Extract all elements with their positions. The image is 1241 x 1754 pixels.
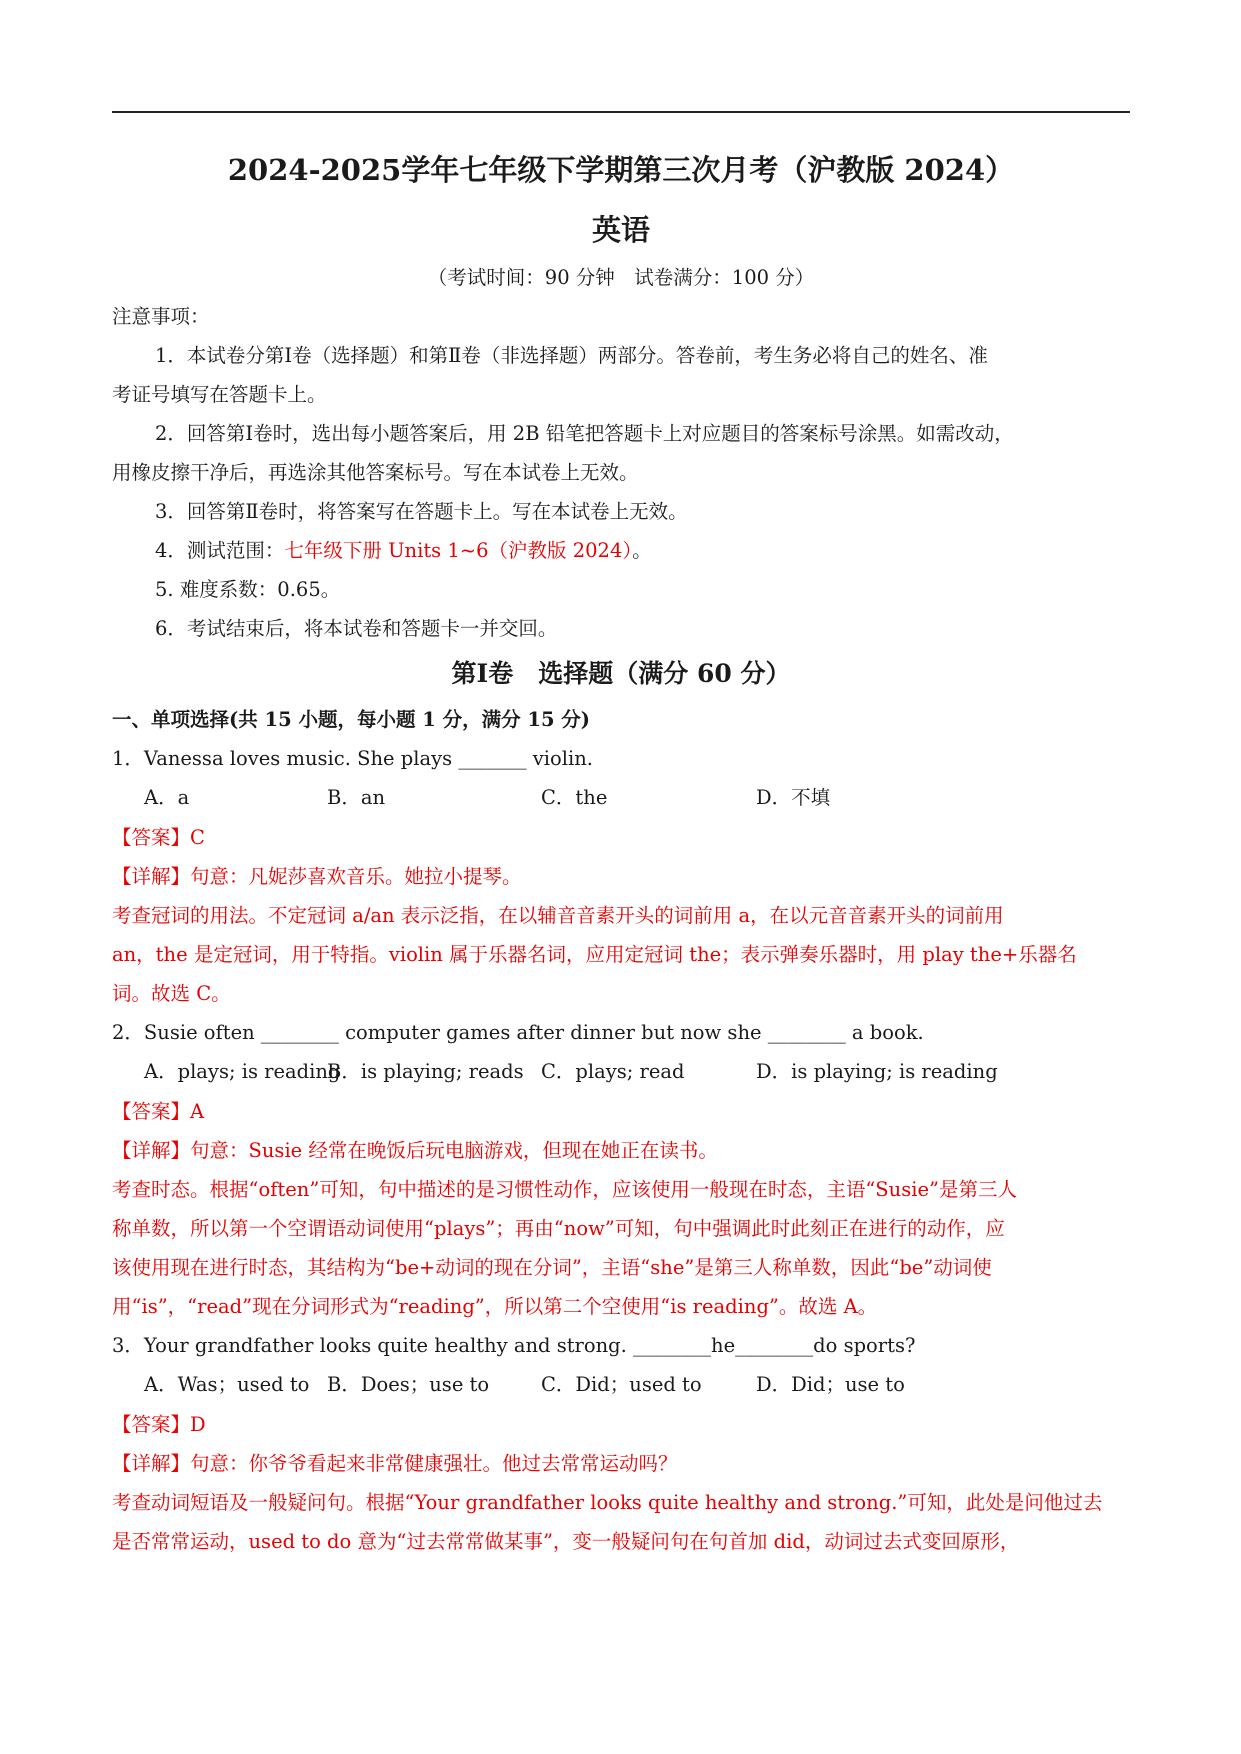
answer-value: D (190, 1413, 206, 1436)
q2-option-a: A．plays; is reading (144, 1060, 341, 1083)
note-4 (155, 537, 1130, 565)
q3-option-a: A．Was；used to (144, 1373, 310, 1396)
note-2-line-1: 2．回答第Ⅰ卷时，选出每小题答案后，用 2B 铅笔把答题卡上对应题目的答案标号涂黑。如需改动， (155, 422, 1014, 445)
detail-meaning: 句意：你爷爷看起来非常健康强壮。他过去常常运动吗？ (190, 1452, 678, 1475)
answer-value: C (190, 826, 205, 849)
answer-tag: 【答案】 (112, 1413, 191, 1436)
q2-explain-3: 该使用现在进行时态，其结构为“be+动词的现在分词”，主语“she”是第三人称单数，因此“be”动词使 (112, 1256, 992, 1279)
subject-title: 英语 (591, 213, 650, 247)
q1-stem: 1．Vanessa loves music. She plays _______ violin. (112, 747, 594, 770)
q1-detail (112, 863, 1130, 891)
answer-tag: 【答案】 (112, 1100, 191, 1123)
section-title: 第Ⅰ卷 选择题（满分 60 分） (451, 659, 791, 688)
q1-option-b: B．an (327, 786, 386, 809)
q3-option-d: D．Did；use to (756, 1373, 905, 1396)
q1-option-a: A．a (144, 786, 190, 809)
note-1-line-2: 考证号填写在答题卡上。 (112, 383, 327, 406)
header-rule (112, 111, 1130, 113)
page-title: 2024-2025学年七年级下学期第三次月考（沪教版 2024） (227, 153, 1015, 187)
q1-explain-3: 词。故选 C。 (112, 982, 231, 1005)
detail-meaning: 句意：凡妮莎喜欢音乐。她拉小提琴。 (190, 865, 522, 888)
note-4-prefix: 4．测试范围： (155, 539, 285, 562)
q3-detail (112, 1450, 1130, 1478)
q3-answer (112, 1411, 1130, 1439)
note-1-line-1: 1．本试卷分第Ⅰ卷（选择题）和第Ⅱ卷（非选择题）两部分。答卷前，考生务必将自己的姓名、准 (155, 344, 988, 367)
q2-option-b: B．is playing; reads (327, 1060, 524, 1083)
q1-explain-1: 考查冠词的用法。不定冠词 a/an 表示泛指，在以辅音音素开头的词前用 a，在以元音音素开头的词前用 (112, 904, 1004, 927)
note-6: 6．考试结束后，将本试卷和答题卡一并交回。 (155, 617, 558, 640)
q2-detail (112, 1137, 1130, 1165)
q2-explain-1: 考查时态。根据“often”可知，句中描述的是习惯性动作，应该使用一般现在时态，主语“Susie”是第三人 (112, 1178, 1017, 1201)
q1-option-c: C．the (541, 786, 608, 809)
q1-option-d: D．不填 (756, 786, 831, 809)
q3-stem: 3．Your grandfather looks quite healthy and strong. ________he________do sports? (112, 1334, 916, 1357)
note-3: 3．回答第Ⅱ卷时，将答案写在答题卡上。写在本试卷上无效。 (155, 500, 688, 523)
q2-option-d: D．is playing; is reading (756, 1060, 998, 1083)
exam-info: （考试时间：90 分钟 试卷满分：100 分） (427, 266, 815, 289)
notes-heading: 注意事项： (112, 305, 210, 328)
detail-meaning: 句意：Susie 经常在晚饭后玩电脑游戏，但现在她正在读书。 (190, 1139, 718, 1162)
q2-option-c: C．plays; read (541, 1060, 685, 1083)
detail-tag: 【详解】 (112, 1139, 191, 1162)
note-5: 5. 难度系数：0.65。 (155, 578, 341, 601)
note-2-line-2: 用橡皮擦干净后，再选涂其他答案标号。写在本试卷上无效。 (112, 461, 639, 484)
q3-option-b: B．Does；use to (327, 1373, 490, 1396)
q3-explain-1: 考查动词短语及一般疑问句。根据“Your grandfather looks quite healthy and strong.”可知，此处是问他过去 (112, 1491, 1103, 1514)
detail-tag: 【详解】 (112, 1452, 191, 1475)
answer-value: A (190, 1100, 205, 1123)
q2-explain-4: 用“is”，“read”现在分词形式为“reading”，所以第二个空使用“is reading”。故选 A。 (112, 1295, 878, 1318)
detail-tag: 【详解】 (112, 865, 191, 888)
note-4-suffix: 。 (632, 539, 652, 562)
q2-stem: 2．Susie often ________ computer games after dinner but now she ________ a book. (112, 1021, 924, 1044)
q3-option-c: C．Did；used to (541, 1373, 702, 1396)
part-1-heading: 一、单项选择(共 15 小题，每小题 1 分，满分 15 分) (112, 708, 591, 731)
q1-explain-2: an，the 是定冠词，用于特指。violin 属于乐器名词，应用定冠词 the；表示弹奏乐器时，用 play the+乐器名 (112, 943, 1077, 966)
note-4-range: 七年级下册 Units 1~6（沪教版 2024） (284, 539, 633, 562)
answer-tag: 【答案】 (112, 826, 191, 849)
q1-answer (112, 824, 1130, 852)
q2-answer (112, 1098, 1130, 1126)
q2-explain-2: 称单数，所以第一个空谓语动词使用“plays”；再由“now”可知，句中强调此时此刻正在进行的动作，应 (112, 1217, 1005, 1240)
q3-explain-2: 是否常常运动，used to do 意为“过去常常做某事”，变一般疑问句在句首加 did，动词过去式变回原形， (112, 1530, 1020, 1553)
